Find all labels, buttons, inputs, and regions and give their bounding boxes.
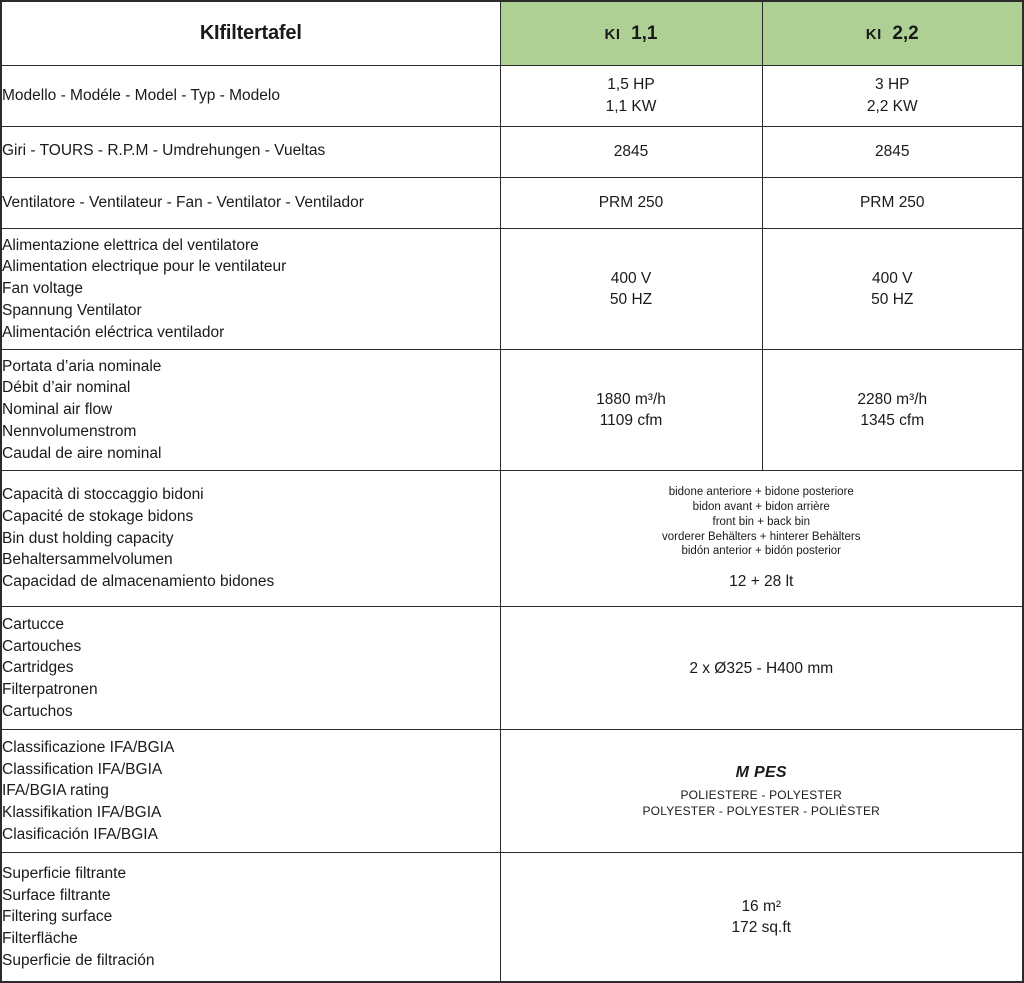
row-label-line: IFA/BGIA rating bbox=[2, 782, 109, 800]
merged-main-value: 2 x Ø325 - H400 mm bbox=[689, 659, 834, 677]
row-label-line: Cartridges bbox=[2, 659, 74, 677]
row-label-cell bbox=[1, 730, 500, 853]
table-title-cell bbox=[1, 1, 500, 66]
column-header-model-2 bbox=[762, 1, 1023, 66]
sub-line: POLYESTER - POLYESTER - POLIÈSTER bbox=[642, 803, 881, 818]
row-label-line: Caudal de aire nominal bbox=[2, 444, 162, 462]
value-line: 172 sq.ft bbox=[731, 919, 791, 937]
row-value-cell-model-2 bbox=[762, 350, 1023, 471]
row-label-line: Superficie de filtración bbox=[2, 951, 155, 969]
row-label-line: Cartuchos bbox=[2, 702, 73, 720]
table-row bbox=[1, 177, 1023, 228]
row-label-line: Alimentación eléctrica ventilador bbox=[2, 323, 225, 341]
row-label-line: Filterpatronen bbox=[2, 681, 98, 699]
row-value-cell-merged bbox=[500, 853, 1023, 982]
value-line: 2280 m³/h bbox=[857, 390, 928, 408]
row-value-cell-model-1 bbox=[500, 66, 762, 126]
value-line: 1109 cfm bbox=[599, 411, 663, 429]
sub-line: bidón anterior + bidón posterior bbox=[681, 545, 841, 558]
row-label-line: Débit d’air nominal bbox=[2, 379, 131, 397]
table-row bbox=[1, 229, 1023, 350]
row-label-line: Nennvolumenstrom bbox=[2, 422, 137, 440]
column-header-model-1 bbox=[500, 1, 762, 66]
column-header-model-1-label bbox=[501, 23, 762, 45]
value-line: 400 V bbox=[871, 269, 913, 287]
value-line: 400 V bbox=[610, 269, 652, 287]
row-value-cell-model-1 bbox=[500, 177, 762, 228]
row-label-cell bbox=[1, 66, 500, 126]
row-value-cell-merged bbox=[500, 730, 1023, 853]
row-label-line: Capacidad de almacenamiento bidones bbox=[2, 573, 275, 591]
sub-line: front bin + back bin bbox=[712, 515, 810, 528]
table-header-row bbox=[1, 1, 1023, 66]
value-line: 16 m² bbox=[741, 897, 782, 915]
value-line: 3 HP bbox=[875, 76, 910, 94]
value-line: 2,2 KW bbox=[866, 97, 918, 115]
value-line: 50 HZ bbox=[609, 291, 653, 309]
row-label-cell bbox=[1, 607, 500, 730]
value-line: 50 HZ bbox=[871, 291, 914, 309]
model-1-value: 1,1 bbox=[631, 22, 658, 44]
row-label-line: Capacité de stokage bidons bbox=[2, 508, 194, 526]
sub-line: vorderer Behälters + hinterer Behälters bbox=[662, 530, 861, 543]
table-row bbox=[1, 126, 1023, 177]
row-label-line: Ventilatore - Ventilateur - Fan - Ventilator - Ventilador bbox=[2, 193, 364, 211]
row-label-line: Alimentation electrique pour le ventilateur bbox=[2, 258, 287, 276]
row-label-line: Spannung Ventilator bbox=[2, 301, 142, 319]
merged-sub-lines bbox=[501, 485, 1023, 560]
row-label-cell bbox=[1, 853, 500, 982]
row-label-cell bbox=[1, 470, 500, 606]
sub-line: bidon avant + bidon arrière bbox=[692, 500, 830, 513]
row-label-line: Nominal air flow bbox=[2, 401, 113, 419]
row-value-cell-model-1 bbox=[500, 126, 762, 177]
row-value-cell-merged bbox=[500, 607, 1023, 730]
row-label-line: Cartouches bbox=[2, 637, 82, 655]
sub-line: bidone anteriore + bidone posteriore bbox=[668, 485, 854, 498]
row-label-line: Bin dust holding capacity bbox=[2, 529, 174, 547]
row-label-cell bbox=[1, 229, 500, 350]
row-label-line: Fan voltage bbox=[2, 280, 83, 298]
row-label-line: Clasificación IFA/BGIA bbox=[2, 825, 158, 843]
row-label-line: Modello - Modéle - Model - Typ - Modelo bbox=[2, 86, 280, 104]
row-label-line: Surface filtrante bbox=[2, 886, 111, 904]
row-label-line: Klassifikation IFA/BGIA bbox=[2, 804, 162, 822]
merged-main-value: 12 + 28 lt bbox=[729, 573, 794, 591]
model-1-prefix: KI bbox=[604, 25, 621, 43]
row-label-cell bbox=[1, 126, 500, 177]
classification-rating: M PES bbox=[735, 764, 787, 782]
row-label-cell bbox=[1, 177, 500, 228]
sub-line: POLIESTERE - POLYESTER bbox=[680, 788, 843, 803]
value-line: 1880 m³/h bbox=[596, 390, 666, 408]
row-label-line: Classificazione IFA/BGIA bbox=[2, 739, 175, 757]
row-label-line: Capacità di stoccaggio bidoni bbox=[2, 486, 204, 504]
row-label-line: Classification IFA/BGIA bbox=[2, 760, 163, 778]
row-value-cell-model-2 bbox=[762, 66, 1023, 126]
row-label-line: Cartucce bbox=[2, 616, 65, 634]
value-line: 1,1 KW bbox=[605, 97, 657, 115]
table-row bbox=[1, 607, 1023, 730]
row-label-cell bbox=[1, 350, 500, 471]
row-label-line: Giri - TOURS - R.P.M - Umdrehungen - Vueltas bbox=[2, 142, 326, 160]
page-title: KIfiltertafel bbox=[199, 22, 302, 45]
row-value-cell-model-2 bbox=[762, 229, 1023, 350]
row-value-cell-model-2 bbox=[762, 177, 1023, 228]
value-line: 2845 bbox=[613, 142, 649, 160]
table-row bbox=[1, 350, 1023, 471]
row-label-line: Behaltersammelvolumen bbox=[2, 551, 173, 569]
row-label-line: Alimentazione elettrica del ventilatore bbox=[2, 236, 259, 254]
value-line: 1,5 HP bbox=[607, 76, 655, 94]
table-row bbox=[1, 66, 1023, 126]
row-label-line: Portata d’aria nominale bbox=[2, 357, 162, 375]
value-line: PRM 250 bbox=[859, 194, 925, 212]
row-value-cell-model-1 bbox=[500, 350, 762, 471]
table-body bbox=[1, 1, 1023, 982]
column-header-model-2-label bbox=[763, 23, 1023, 45]
value-line: PRM 250 bbox=[598, 194, 664, 212]
row-label-line: Filterfläche bbox=[2, 929, 78, 947]
row-value-cell-merged bbox=[500, 470, 1023, 606]
row-label-line: Filtering surface bbox=[2, 908, 113, 926]
value-line: 1345 cfm bbox=[860, 411, 925, 429]
model-2-value: 2,2 bbox=[892, 22, 919, 44]
row-value-cell-model-2 bbox=[762, 126, 1023, 177]
row-value-cell-model-1 bbox=[500, 229, 762, 350]
row-label-line: Superficie filtrante bbox=[2, 864, 127, 882]
table-row bbox=[1, 730, 1023, 853]
model-2-prefix: KI bbox=[865, 25, 882, 43]
table-row bbox=[1, 470, 1023, 606]
table-row bbox=[1, 853, 1023, 982]
value-line: 2845 bbox=[875, 142, 910, 160]
